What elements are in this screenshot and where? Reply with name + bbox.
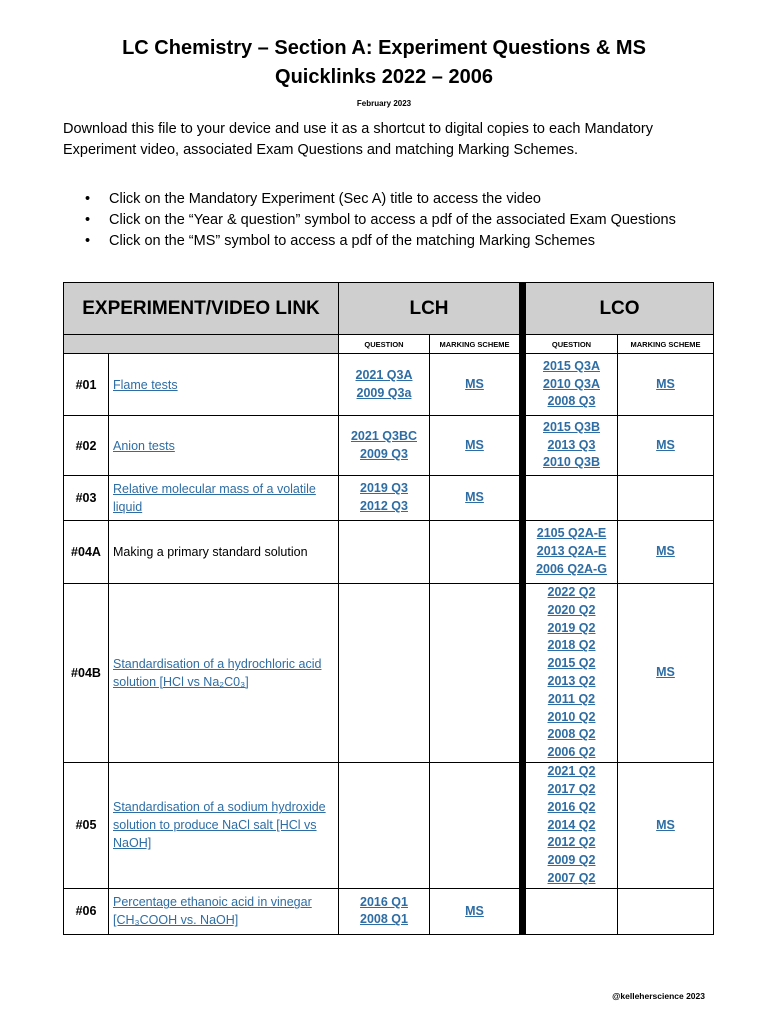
experiment-cell (109, 476, 339, 521)
lco-question-cell (523, 416, 618, 476)
experiment-video-link[interactable]: Standardisation of a hydrochloric acid solution [HCl vs Na₂C0₃] (113, 656, 322, 689)
page-title-line2: Quicklinks 2022 – 2006 (275, 66, 493, 88)
intro-paragraph: Download this file to your device and use it as a shortcut to digital copies to each Mandatory Experiment video, associated Exam Questions and matching Marking Schemes. (63, 121, 653, 158)
experiments-table (63, 282, 714, 935)
exam-question-link[interactable]: 2010 Q3B (543, 455, 600, 470)
exam-question-link[interactable]: 2017 Q2 (547, 781, 596, 796)
exam-question-link[interactable]: 2022 Q2 (547, 585, 596, 599)
exam-question-link[interactable]: 2021 Q3A (355, 367, 413, 382)
exam-question-link[interactable]: 2009 Q2 (547, 853, 596, 868)
header-experiment: EXPERIMENT/VIDEO LINK (64, 283, 339, 335)
lco-ms-cell (618, 354, 714, 416)
lch-question-cell (339, 762, 430, 888)
marking-scheme-link[interactable]: MS (656, 376, 675, 391)
experiment-video-link[interactable]: Percentage ethanoic acid in vinegar [CH₃COOH vs. NaOH] (113, 895, 312, 928)
bullet-icon: • (85, 191, 91, 207)
exam-question-link[interactable]: 2008 Q2 (547, 727, 596, 742)
experiment-cell (109, 416, 339, 476)
instructions-list (63, 189, 713, 252)
header-lco: LCO (523, 283, 714, 335)
lch-question-cell (339, 521, 430, 584)
exam-question-link[interactable]: 2008 Q3 (547, 394, 596, 409)
instruction-item (63, 231, 713, 252)
bullet-icon: • (85, 212, 91, 228)
lch-question-cell (339, 354, 430, 416)
experiment-cell (109, 584, 339, 763)
lco-ms-cell (618, 888, 714, 934)
exam-question-link[interactable]: 2009 Q3 (360, 446, 408, 461)
marking-scheme-link[interactable]: MS (656, 437, 675, 452)
table-row (64, 521, 714, 584)
lch-question-cell (339, 584, 430, 763)
instruction-text: Click on the “Year & question” symbol to access a pdf of the associated Exam Questions (109, 212, 676, 228)
experiment-number: #01 (64, 354, 109, 416)
bullet-icon: • (85, 233, 91, 249)
marking-scheme-link[interactable]: MS (465, 490, 484, 505)
exam-question-link[interactable]: 2019 Q2 (547, 620, 596, 635)
lch-ms-cell (430, 416, 523, 476)
experiment-cell (109, 762, 339, 888)
experiment-number: #06 (64, 888, 109, 934)
experiment-video-link[interactable]: Standardisation of a sodium hydroxide solution to produce NaCl salt [HCl vs NaOH] (113, 800, 326, 851)
lco-question-cell (523, 762, 618, 888)
marking-scheme-link[interactable]: MS (465, 437, 484, 452)
table-row (64, 416, 714, 476)
document-date: February 2023 (356, 99, 412, 108)
lco-question-cell (523, 888, 618, 934)
marking-scheme-link[interactable]: MS (656, 665, 675, 680)
header-experiment-sub (64, 335, 339, 354)
exam-question-link[interactable]: 2008 Q1 (360, 912, 408, 927)
exam-question-link[interactable]: 2021 Q2 (547, 764, 596, 779)
exam-question-link[interactable]: 2015 Q3A (543, 358, 600, 373)
exam-question-link[interactable]: 2006 Q2 (547, 745, 596, 760)
experiment-video-link[interactable]: Relative molecular mass of a volatile liquid (113, 482, 316, 514)
exam-question-link[interactable]: 2010 Q2 (547, 709, 596, 724)
exam-question-link[interactable]: 2018 Q2 (547, 638, 596, 653)
lco-question-cell (523, 476, 618, 521)
instruction-text: Click on the Mandatory Experiment (Sec A) title to access the video (109, 191, 541, 207)
exam-question-link[interactable]: 2006 Q2A-G (536, 561, 607, 576)
lch-ms-cell (430, 354, 523, 416)
exam-question-link[interactable]: 2021 Q3BC (350, 428, 417, 443)
marking-scheme-link[interactable]: MS (656, 817, 675, 832)
experiment-video-link[interactable]: Anion tests (113, 438, 175, 453)
experiment-cell (109, 888, 339, 934)
exam-question-link[interactable]: 2014 Q2 (547, 817, 596, 832)
lch-ms-cell (430, 888, 523, 934)
table-row (64, 354, 714, 416)
lco-question-cell (523, 354, 618, 416)
lch-question-cell (339, 476, 430, 521)
instruction-item (63, 189, 713, 210)
table-row (64, 476, 714, 521)
exam-question-link[interactable]: 2013 Q2 (547, 673, 596, 688)
exam-question-link[interactable]: 2016 Q2 (547, 799, 596, 814)
lch-ms-cell (430, 762, 523, 888)
lco-question-cell (523, 584, 618, 763)
experiments-body (64, 354, 714, 935)
experiment-video-link[interactable]: Flame tests (113, 377, 178, 392)
table-row (64, 888, 714, 934)
experiment-number: #03 (64, 476, 109, 521)
exam-question-link[interactable]: 2007 Q2 (547, 870, 596, 885)
lco-ms-cell (618, 416, 714, 476)
instruction-item (63, 210, 713, 231)
experiment-number: #04A (64, 521, 109, 584)
header-lch-ms: MARKING SCHEME (430, 335, 523, 354)
lco-ms-cell (618, 521, 714, 584)
lch-question-cell (339, 416, 430, 476)
exam-question-link[interactable]: 2019 Q3 (360, 481, 408, 496)
lch-ms-cell (430, 476, 523, 521)
exam-question-link[interactable]: 2012 Q2 (547, 835, 596, 850)
lch-question-cell (339, 888, 430, 934)
footer-credit: @kelleherscience 2023 (612, 991, 705, 1001)
marking-scheme-link[interactable]: MS (465, 376, 484, 391)
header-lco-question: QUESTION (523, 335, 618, 354)
lco-ms-cell (618, 476, 714, 521)
marking-scheme-link[interactable]: MS (656, 544, 675, 559)
lco-question-cell (523, 521, 618, 584)
exam-question-link[interactable]: 2015 Q2 (547, 656, 596, 671)
exam-question-link[interactable]: 2016 Q1 (360, 894, 408, 909)
experiment-number: #02 (64, 416, 109, 476)
exam-question-link[interactable]: 2013 Q2A-E (536, 544, 607, 559)
page-title-line1: LC Chemistry – Section A: Experiment Questions & MS (122, 37, 646, 59)
lco-ms-cell (618, 584, 714, 763)
exam-question-link[interactable]: 2015 Q3B (543, 419, 600, 434)
instruction-text: Click on the “MS” symbol to access a pdf of the matching Marking Schemes (109, 233, 595, 249)
lco-ms-cell (618, 762, 714, 888)
experiment-title: Making a primary standard solution (113, 545, 308, 559)
exam-question-link[interactable]: 2020 Q2 (547, 602, 596, 617)
table-row (64, 762, 714, 888)
exam-question-link[interactable]: 2010 Q3A (543, 376, 600, 391)
lch-ms-cell (430, 584, 523, 763)
experiment-cell (109, 521, 339, 584)
table-row (64, 584, 714, 763)
header-lco-ms: MARKING SCHEME (618, 335, 714, 354)
experiment-number: #04B (64, 584, 109, 763)
experiment-number: #05 (64, 762, 109, 888)
experiment-cell (109, 354, 339, 416)
header-lch: LCH (339, 283, 523, 335)
exam-question-link[interactable]: 2011 Q2 (547, 691, 596, 706)
exam-question-link[interactable]: 2009 Q3a (356, 385, 412, 400)
marking-scheme-link[interactable]: MS (465, 903, 484, 918)
exam-question-link[interactable]: 2105 Q2A-E (536, 526, 607, 541)
exam-question-link[interactable]: 2013 Q3 (547, 437, 596, 452)
header-lch-question: QUESTION (339, 335, 430, 354)
exam-question-link[interactable]: 2012 Q3 (360, 499, 408, 513)
lch-ms-cell (430, 521, 523, 584)
